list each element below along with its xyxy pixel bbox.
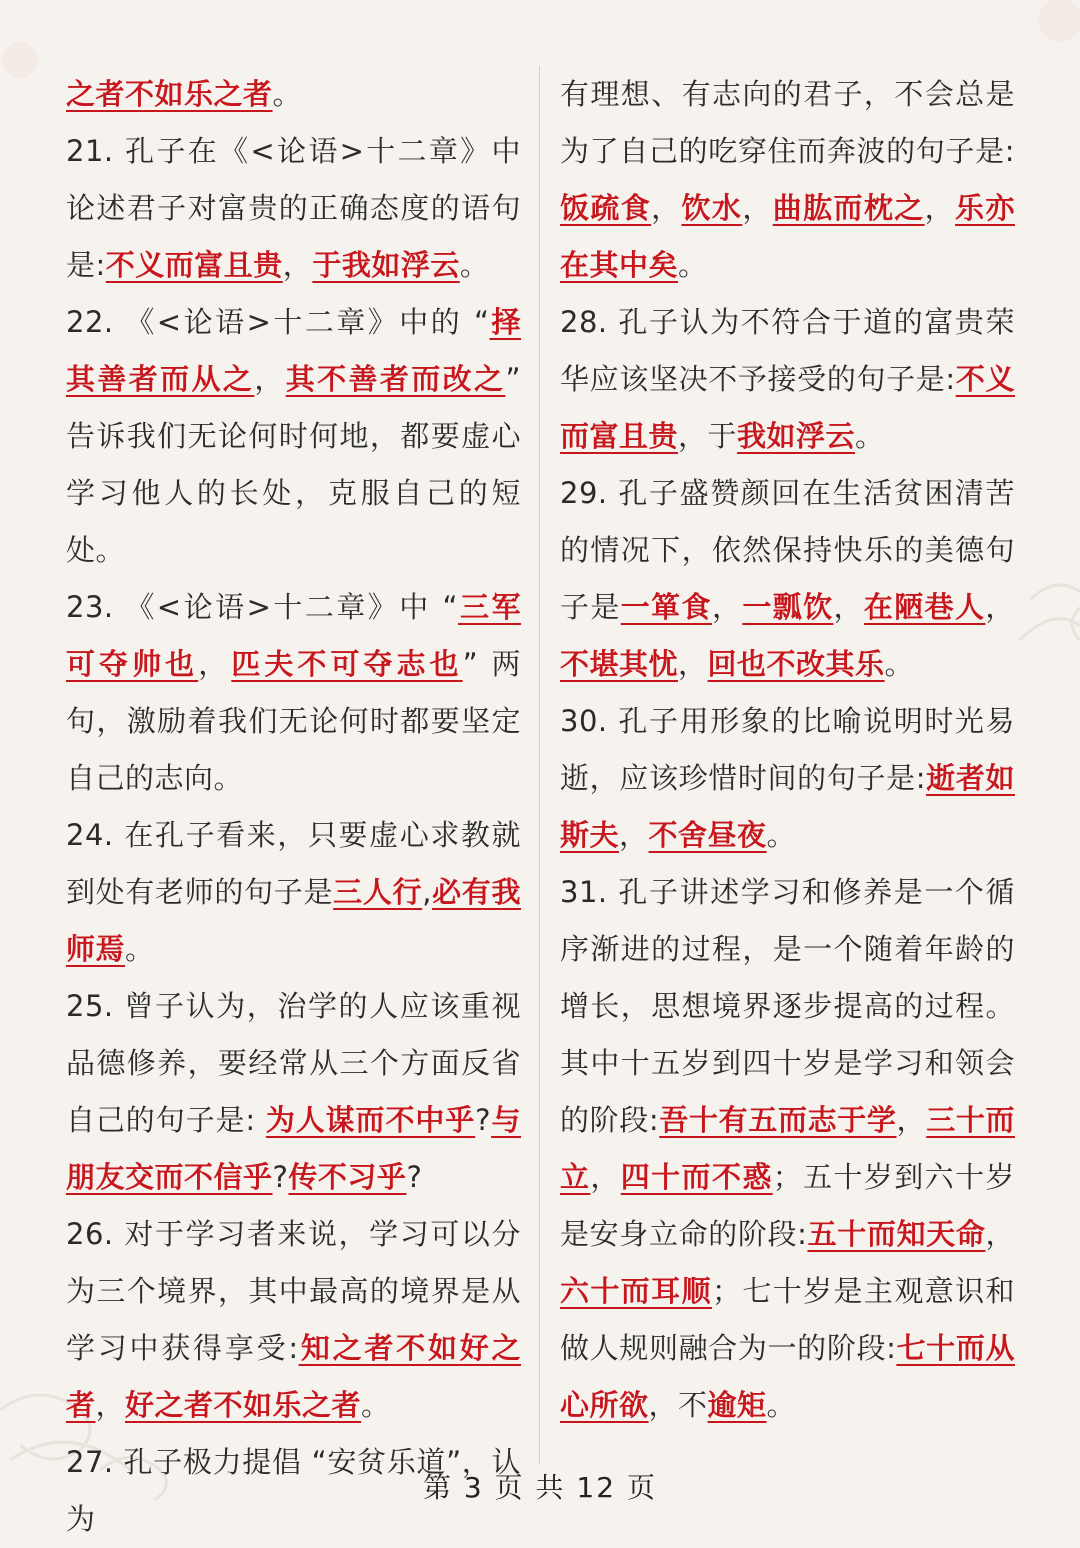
highlighted-answer: 与朋友交而不信乎 [66,1103,521,1194]
text-segment: 26. 对于学习者来说，学习可以分为三个境界，其中最高的境界是从学习中获得享受: [66,1217,521,1365]
text-segment: ， [896,1103,927,1137]
highlighted-answer: 逝者如斯夫 [560,761,1015,852]
highlighted-answer: 三军可夺帅也 [66,590,521,681]
text-segment: ， [619,818,649,852]
text-segment: 31. 孔子讲述学习和修养是一个循序渐进的过程，是一个随着年龄的增长，思想境界逐步提高的过程。其中十五岁到四十岁是学习和领会的阶段: [560,875,1015,1137]
text-segment: 30. 孔子用形象的比喻说明时光易逝，应该珍惜时间的句子是: [560,704,1015,795]
highlighted-answer: 吾十有五而志于学 [659,1103,897,1137]
highlighted-answer: 知之者不如好之者 [66,1331,521,1422]
highlighted-answer: 回也不改其乐 [707,647,885,681]
text-segment: ；七十岁是主观意识和做人规则融合为一的阶段: [560,1274,1015,1365]
highlighted-answer: 一箪食 [620,590,712,624]
highlighted-answer: 传不习乎 [288,1160,407,1194]
highlighted-answer: 之者不如乐之者 [66,77,273,111]
text-segment: 。 [884,647,915,681]
paragraph [66,579,521,807]
text-segment: ” 告诉我们无论何时何地，都要虚心学习他人的长处，克服自己的短处。 [66,362,521,567]
text-segment: ， [651,191,682,225]
highlighted-answer: 不义而富且贵 [105,248,283,282]
highlighted-answer: 三人行 [333,875,423,909]
highlighted-answer: 在陋巷人 [863,590,986,624]
text-segment: 23. 《<论语>十二章》中 “ [66,590,459,624]
highlighted-answer: 匹夫不可夺志也 [231,647,463,681]
text-segment: ， [254,362,286,396]
column-divider [539,66,540,1464]
text-segment: 。 [766,1388,797,1422]
text-segment: 。 [766,818,797,852]
highlighted-answer: 曲肱而枕之 [772,191,925,225]
highlighted-answer: 六十而耳顺 [560,1274,712,1308]
left-column [66,66,521,1548]
text-segment: 。 [125,932,155,966]
page-footer: 第 3 页 共 12 页 [423,1471,657,1504]
text-segment: ， [711,590,743,624]
text-segment: ， [282,248,313,282]
text-segment: ” 两句，激励着我们无论何时都要坚定自己的志向。 [66,647,521,795]
highlighted-answer: 三十而立 [560,1103,1015,1194]
paragraph [66,294,521,579]
text-segment: ， [678,647,708,681]
text-segment: ， [924,191,956,225]
highlighted-answer: 于我如浮云 [312,248,460,282]
highlighted-answer: 我如浮云 [737,419,856,453]
highlighted-answer: 饮水 [681,191,743,225]
highlighted-answer: 不堪其忧 [560,647,679,681]
highlighted-answer: 为人谋而不中乎 [265,1103,476,1137]
highlighted-answer: 其不善者而改之 [285,362,506,396]
text-segment: ， [985,590,1015,624]
highlighted-answer: 饭疏食 [560,191,652,225]
text-segment: 。 [855,419,885,453]
text-segment: ， [95,1388,126,1422]
text-segment: 24. 在孔子看来，只要虚心求教就到处有老师的句子是 [66,818,521,909]
highlighted-answer: 好之者不如乐之者 [125,1388,362,1422]
text-segment: 。 [678,248,708,282]
highlighted-answer: 择其善者而从之 [66,305,521,396]
paragraph [560,294,1015,465]
text-segment: ，不 [648,1388,708,1422]
highlighted-answer: 五十而知天命 [807,1217,986,1251]
right-column [560,66,1015,1434]
text-segment: ， [985,1217,1015,1251]
text-segment: ? [272,1160,289,1194]
text-segment: ；五十岁到六十岁是安身立命的阶段: [560,1160,1015,1251]
paragraph [560,693,1015,864]
highlighted-answer: 四十而不惑 [620,1160,773,1194]
text-segment: ， [742,191,773,225]
highlighted-answer: 七十而从心所欲 [560,1331,1015,1422]
text-segment: 25. 曾子认为，治学的人应该重视品德修养，要经常从三个方面反省自己的句子是: [66,989,521,1137]
highlighted-answer: 必有我师焉 [66,875,521,966]
paragraph [560,465,1015,693]
paragraph [66,807,521,978]
text-segment: , [422,875,432,909]
text-segment: ， [590,1160,621,1194]
text-segment: 28. 孔子认为不符合于道的富贵荣华应该坚决不予接受的句子是: [560,305,1015,396]
paragraph [66,978,521,1206]
text-segment: 29. 孔子盛赞颜回在生活贫困清苦的情况下，依然保持快乐的美德句子是 [560,476,1015,624]
highlighted-answer: 不义而富且贵 [560,362,1015,453]
paragraph [560,66,1015,294]
text-segment: 21. 孔子在《<论语>十二章》中论述君子对富贵的正确态度的语句是: [66,134,521,282]
text-segment: ? [406,1160,423,1194]
text-segment: 有理想、有志向的君子，不会总是为了自己的吃穿住而奔波的句子是: [560,77,1015,168]
text-segment: 27. 孔子极力提倡 “安贫乐道”，认为 [66,1445,521,1536]
paragraph [66,1206,521,1434]
paragraph [66,123,521,294]
text-segment: ， [833,590,864,624]
text-segment: 。 [459,248,490,282]
highlighted-answer: 不舍昼夜 [648,818,767,852]
highlighted-answer: 乐亦在其中矣 [560,191,1015,282]
text-segment: 。 [361,1388,391,1422]
highlighted-answer: 一瓢饮 [742,590,834,624]
paragraph [560,864,1015,1434]
text-segment: ，于 [678,419,738,453]
text-segment: 22. 《<论语>十二章》中的 “ [66,305,490,339]
text-segment: ， [198,647,232,681]
text-segment: 。 [272,77,303,111]
text-segment: ? [475,1103,492,1137]
paragraph [66,66,521,123]
highlighted-answer: 逾矩 [707,1388,767,1422]
